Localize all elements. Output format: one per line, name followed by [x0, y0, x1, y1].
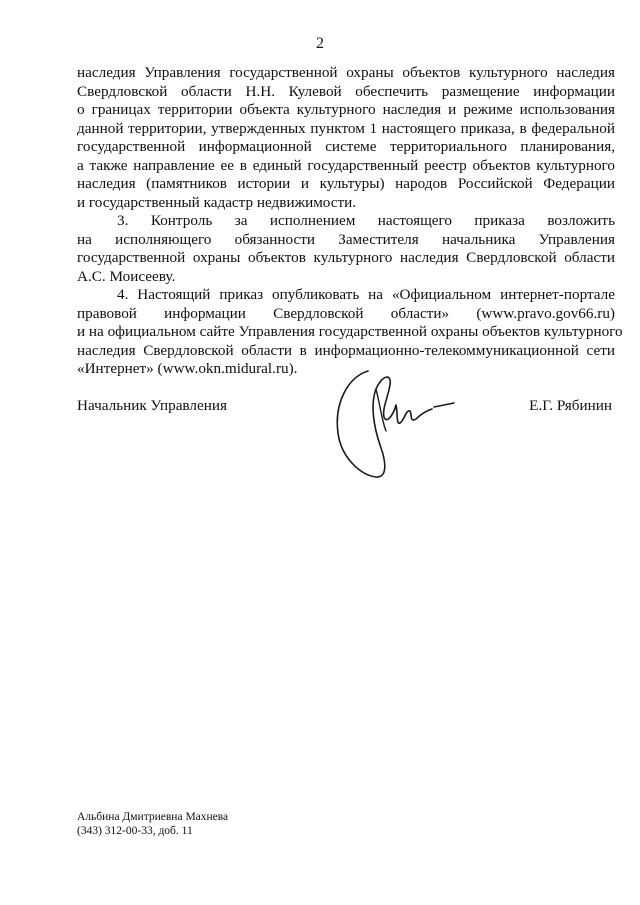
text-line: 4. Настоящий приказ опубликовать на «Официальном интернет-портале: [117, 286, 615, 303]
text-line: 3. Контроль за исполнением настоящего приказа возложить: [117, 212, 615, 229]
text-line: наследия Управления государственной охраны объектов культурного наследия: [77, 64, 615, 81]
signer-title: Начальник Управления: [77, 397, 227, 414]
signer-name: Е.Г. Рябинин: [529, 397, 612, 414]
text-line: на исполняющего обязанности Заместителя начальника Управления: [77, 230, 615, 248]
document-body: [77, 64, 623, 379]
text-line: правовой информации Свердловской области» (www.pravo.gov66.ru): [77, 304, 615, 322]
text-line: А.С. Моисееву.: [77, 267, 176, 285]
text-line: Свердловской области Н.Н. Кулевой обеспечить размещение информации: [77, 82, 615, 100]
text-line: наследия Свердловской области в информационно-телекоммуникационной сети: [77, 341, 615, 359]
text-line: государственной охраны объектов культурного наследия Свердловской области: [77, 249, 615, 266]
paragraph-3: [77, 212, 615, 286]
text-line: и государственный кадастр недвижимости.: [77, 193, 357, 211]
executor-footer: [77, 810, 228, 838]
executor-name: Альбина Дмитриевна Махнева: [77, 811, 229, 823]
paragraph-2: [77, 64, 615, 212]
text-line: «Интернет» (www.okn.midural.ru).: [77, 360, 298, 377]
text-line: о границах территории объекта культурного наследия и режиме использования: [77, 101, 615, 118]
text-line: государственной информационной системе территориального планирования,: [77, 138, 615, 155]
handwritten-signature: [330, 365, 465, 480]
text-line: а также направление ее в единый государственный реестр объектов культурного: [77, 156, 615, 174]
text-line: наследия (памятников истории и культуры) народов Российской Федерации: [77, 175, 615, 192]
page-number: 2: [316, 35, 324, 52]
executor-phone: (343) 312-00-33, доб. 11: [77, 825, 193, 837]
text-line: и на официальном сайте Управления государственной охраны объектов культурного: [77, 323, 623, 340]
text-line: данной территории, утвержденных пунктом 1 настоящего приказа, в федеральной: [77, 119, 615, 137]
